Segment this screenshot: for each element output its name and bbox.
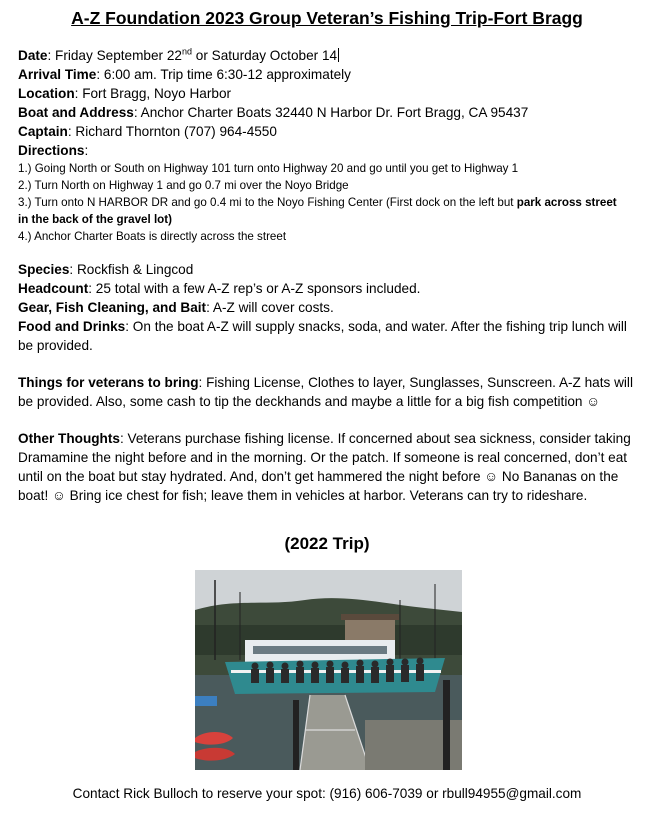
boat-line bbox=[18, 103, 642, 122]
photo-boat-cabin-windows bbox=[253, 646, 387, 654]
photo-dock-piling bbox=[443, 680, 450, 770]
captain-label: Captain bbox=[18, 124, 68, 139]
directions-heading bbox=[18, 141, 642, 160]
direction-step-3-text: 3.) Turn onto N HARBOR DR and go 0.4 mi to the Noyo Fishing Center (First dock on the left but bbox=[18, 196, 517, 209]
location-line bbox=[18, 84, 642, 103]
captain-value: : Richard Thornton (707) 964-4550 bbox=[67, 124, 277, 139]
text-cursor bbox=[338, 48, 339, 62]
photo-caption: (2022 Trip) bbox=[284, 534, 370, 553]
captain-line bbox=[18, 122, 642, 141]
photo-kayak-blue bbox=[195, 696, 217, 706]
arrival-label: Arrival Time bbox=[18, 67, 97, 82]
document-title: A-Z Foundation 2023 Group Veteran’s Fishing Trip-Fort Bragg bbox=[71, 8, 583, 28]
contact-line: Contact Rick Bulloch to reserve your spot: (916) 606-7039 or rbull94955@gmail.com bbox=[72, 786, 582, 801]
food-label: Food and Drinks bbox=[18, 319, 126, 334]
headcount-value: : 25 total with a few A-Z rep’s or A-Z sponsors included. bbox=[88, 281, 421, 296]
other-thoughts-paragraph bbox=[18, 429, 642, 505]
headcount-label: Headcount bbox=[18, 281, 89, 296]
other-thoughts-value: : Veterans purchase fishing license. If concerned about sea sickness, consider taking Dramamine the night before and in the morning. Or the patch. If someone is real concerned, don’t eat until on the boat but stay hydrated. And, don’t get hammered the night before ☺ No Bananas on the boat! ☺ Bring ice chest for fish; leave them in vehicles at harbor. Veterans can try to rideshare. bbox=[18, 431, 631, 503]
direction-step-3-parking: park across street in the back of the gravel lot) bbox=[18, 196, 617, 226]
food-value: : On the boat A-Z will supply snacks, soda, and water. After the fishing trip lunch will be provided. bbox=[18, 319, 627, 353]
spacer bbox=[18, 245, 642, 260]
other-thoughts-label: Other Thoughts bbox=[18, 431, 120, 446]
boat-label: Boat and Address bbox=[18, 105, 134, 120]
arrival-value: : 6:00 am. Trip time 6:30-12 approximately bbox=[96, 67, 351, 82]
arrival-line bbox=[18, 65, 642, 84]
species-line bbox=[18, 260, 642, 279]
date-ordinal: nd bbox=[181, 46, 192, 57]
direction-step-3 bbox=[18, 194, 628, 228]
gear-line bbox=[18, 298, 642, 317]
gear-value: : A-Z will cover costs. bbox=[206, 300, 334, 315]
date-line bbox=[18, 46, 642, 65]
date-label: Date bbox=[18, 48, 48, 63]
direction-step-4: 4.) Anchor Charter Boats is directly across the street bbox=[18, 230, 287, 243]
location-label: Location bbox=[18, 86, 75, 101]
direction-step-2: 2.) Turn North on Highway 1 and go 0.7 mi over the Noyo Bridge bbox=[18, 179, 349, 192]
bring-value: : Fishing License, Clothes to layer, Sunglasses, Sunscreen. A-Z hats will be provided. Also, some cash to tip the deckhands and maybe a little for a big fish competition ☺ bbox=[18, 375, 633, 409]
direction-step-1: 1.) Going North or South on Highway 101 turn onto Highway 20 and go until you get to Highway 1 bbox=[18, 162, 519, 175]
bring-label: Things for veterans to bring bbox=[18, 375, 199, 390]
date-value-alt: or Saturday October 14 bbox=[191, 48, 338, 63]
directions-label: Directions bbox=[18, 143, 85, 158]
boat-value: : Anchor Charter Boats 32440 N Harbor Dr. Fort Bragg, CA 95437 bbox=[133, 105, 529, 120]
photo-boat-rail bbox=[231, 670, 441, 673]
photo-dock-piling bbox=[293, 700, 299, 770]
group-photo bbox=[195, 570, 462, 770]
spacer bbox=[18, 355, 642, 373]
directions-colon: : bbox=[84, 143, 89, 158]
spacer bbox=[18, 411, 642, 429]
headcount-line bbox=[18, 279, 642, 298]
directions-list bbox=[18, 160, 642, 245]
gear-label: Gear, Fish Cleaning, and Bait bbox=[18, 300, 207, 315]
photo-building-roof bbox=[341, 614, 399, 620]
species-label: Species bbox=[18, 262, 70, 277]
trip-details bbox=[18, 46, 642, 505]
bring-paragraph bbox=[18, 373, 642, 411]
food-line bbox=[18, 317, 642, 355]
species-value: : Rockfish & Lingcod bbox=[69, 262, 194, 277]
location-value: : Fort Bragg, Noyo Harbor bbox=[74, 86, 232, 101]
date-value: : Friday September 22 bbox=[47, 48, 182, 63]
photo-building bbox=[345, 618, 395, 640]
